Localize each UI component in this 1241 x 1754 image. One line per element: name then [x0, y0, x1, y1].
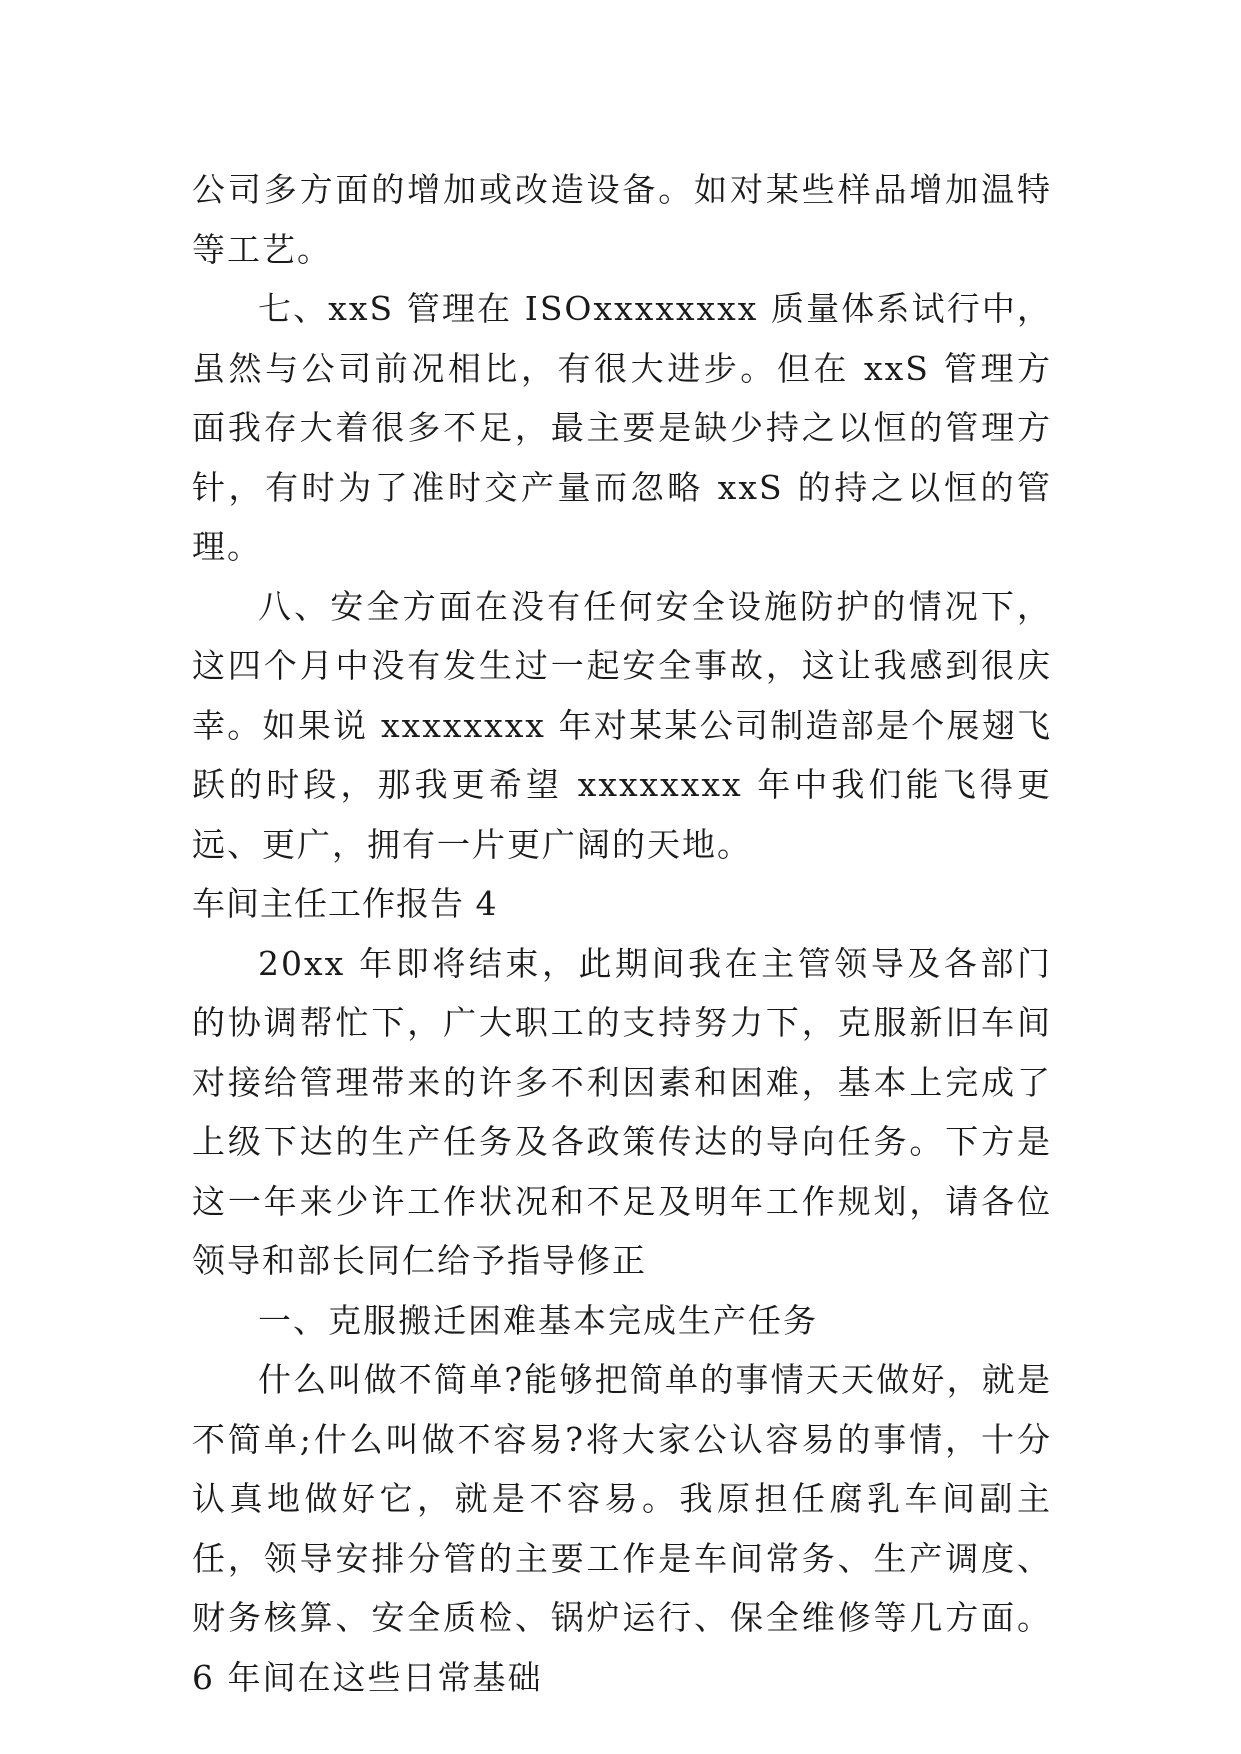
paragraph-item-seven: 七、xxS 管理在 ISOxxxxxxxx 质量体系试行中，虽然与公司前况相比，有很大进步。但在 xxS 管理方面我存大着很多不足，最主要是缺少持之以恒的管理方针，有时为了准时交产量而忽略 xxS 的持之以恒的管理。 [192, 289, 1052, 566]
section-title: 车间主任工作报告 4 [192, 884, 498, 923]
paragraph-subheading-one: 一、克服搬迁困难基本完成生产任务 [258, 1300, 818, 1340]
paragraph-item-eight: 八、安全方面在没有任何安全设施防护的情况下，这四个月中没有发生过一起安全事故，这让我感到很庆幸。如果说 xxxxxxxx 年对某某公司制造部是个展翅飞跃的时段，那我更希望 xxxxxxxx 年中我们能飞得更远、更广，拥有一片更广阔的天地。 [192, 586, 1052, 864]
document-body [192, 160, 1052, 1707]
paragraph-continuation: 公司多方面的增加或改造设备。如对某些样品增加温特等工艺。 [192, 170, 1052, 269]
paragraph-body: 什么叫做不简单?能够把简单的事情天天做好，就是不简单;什么叫做不容易?将大家公认容易的事情，十分认真地做好它，就是不容易。我原担任腐乳车间副主任，领导安排分管的主要工作是车间常务、生产调度、财务核算、安全质检、锅炉运行、保全维修等几方面。6 年间在这些日常基础 [192, 1360, 1052, 1697]
paragraph-intro: 20xx 年即将结束，此期间我在主管领导及各部门的协调帮忙下，广大职工的支持努力下，克服新旧车间对接给管理带来的许多不利因素和困难，基本上完成了上级下达的生产任务及各政策传达的导向任务。下方是这一年来少许工作状况和不足及明年工作规划，请各位领导和部长同仁给予指导修正 [192, 943, 1052, 1280]
